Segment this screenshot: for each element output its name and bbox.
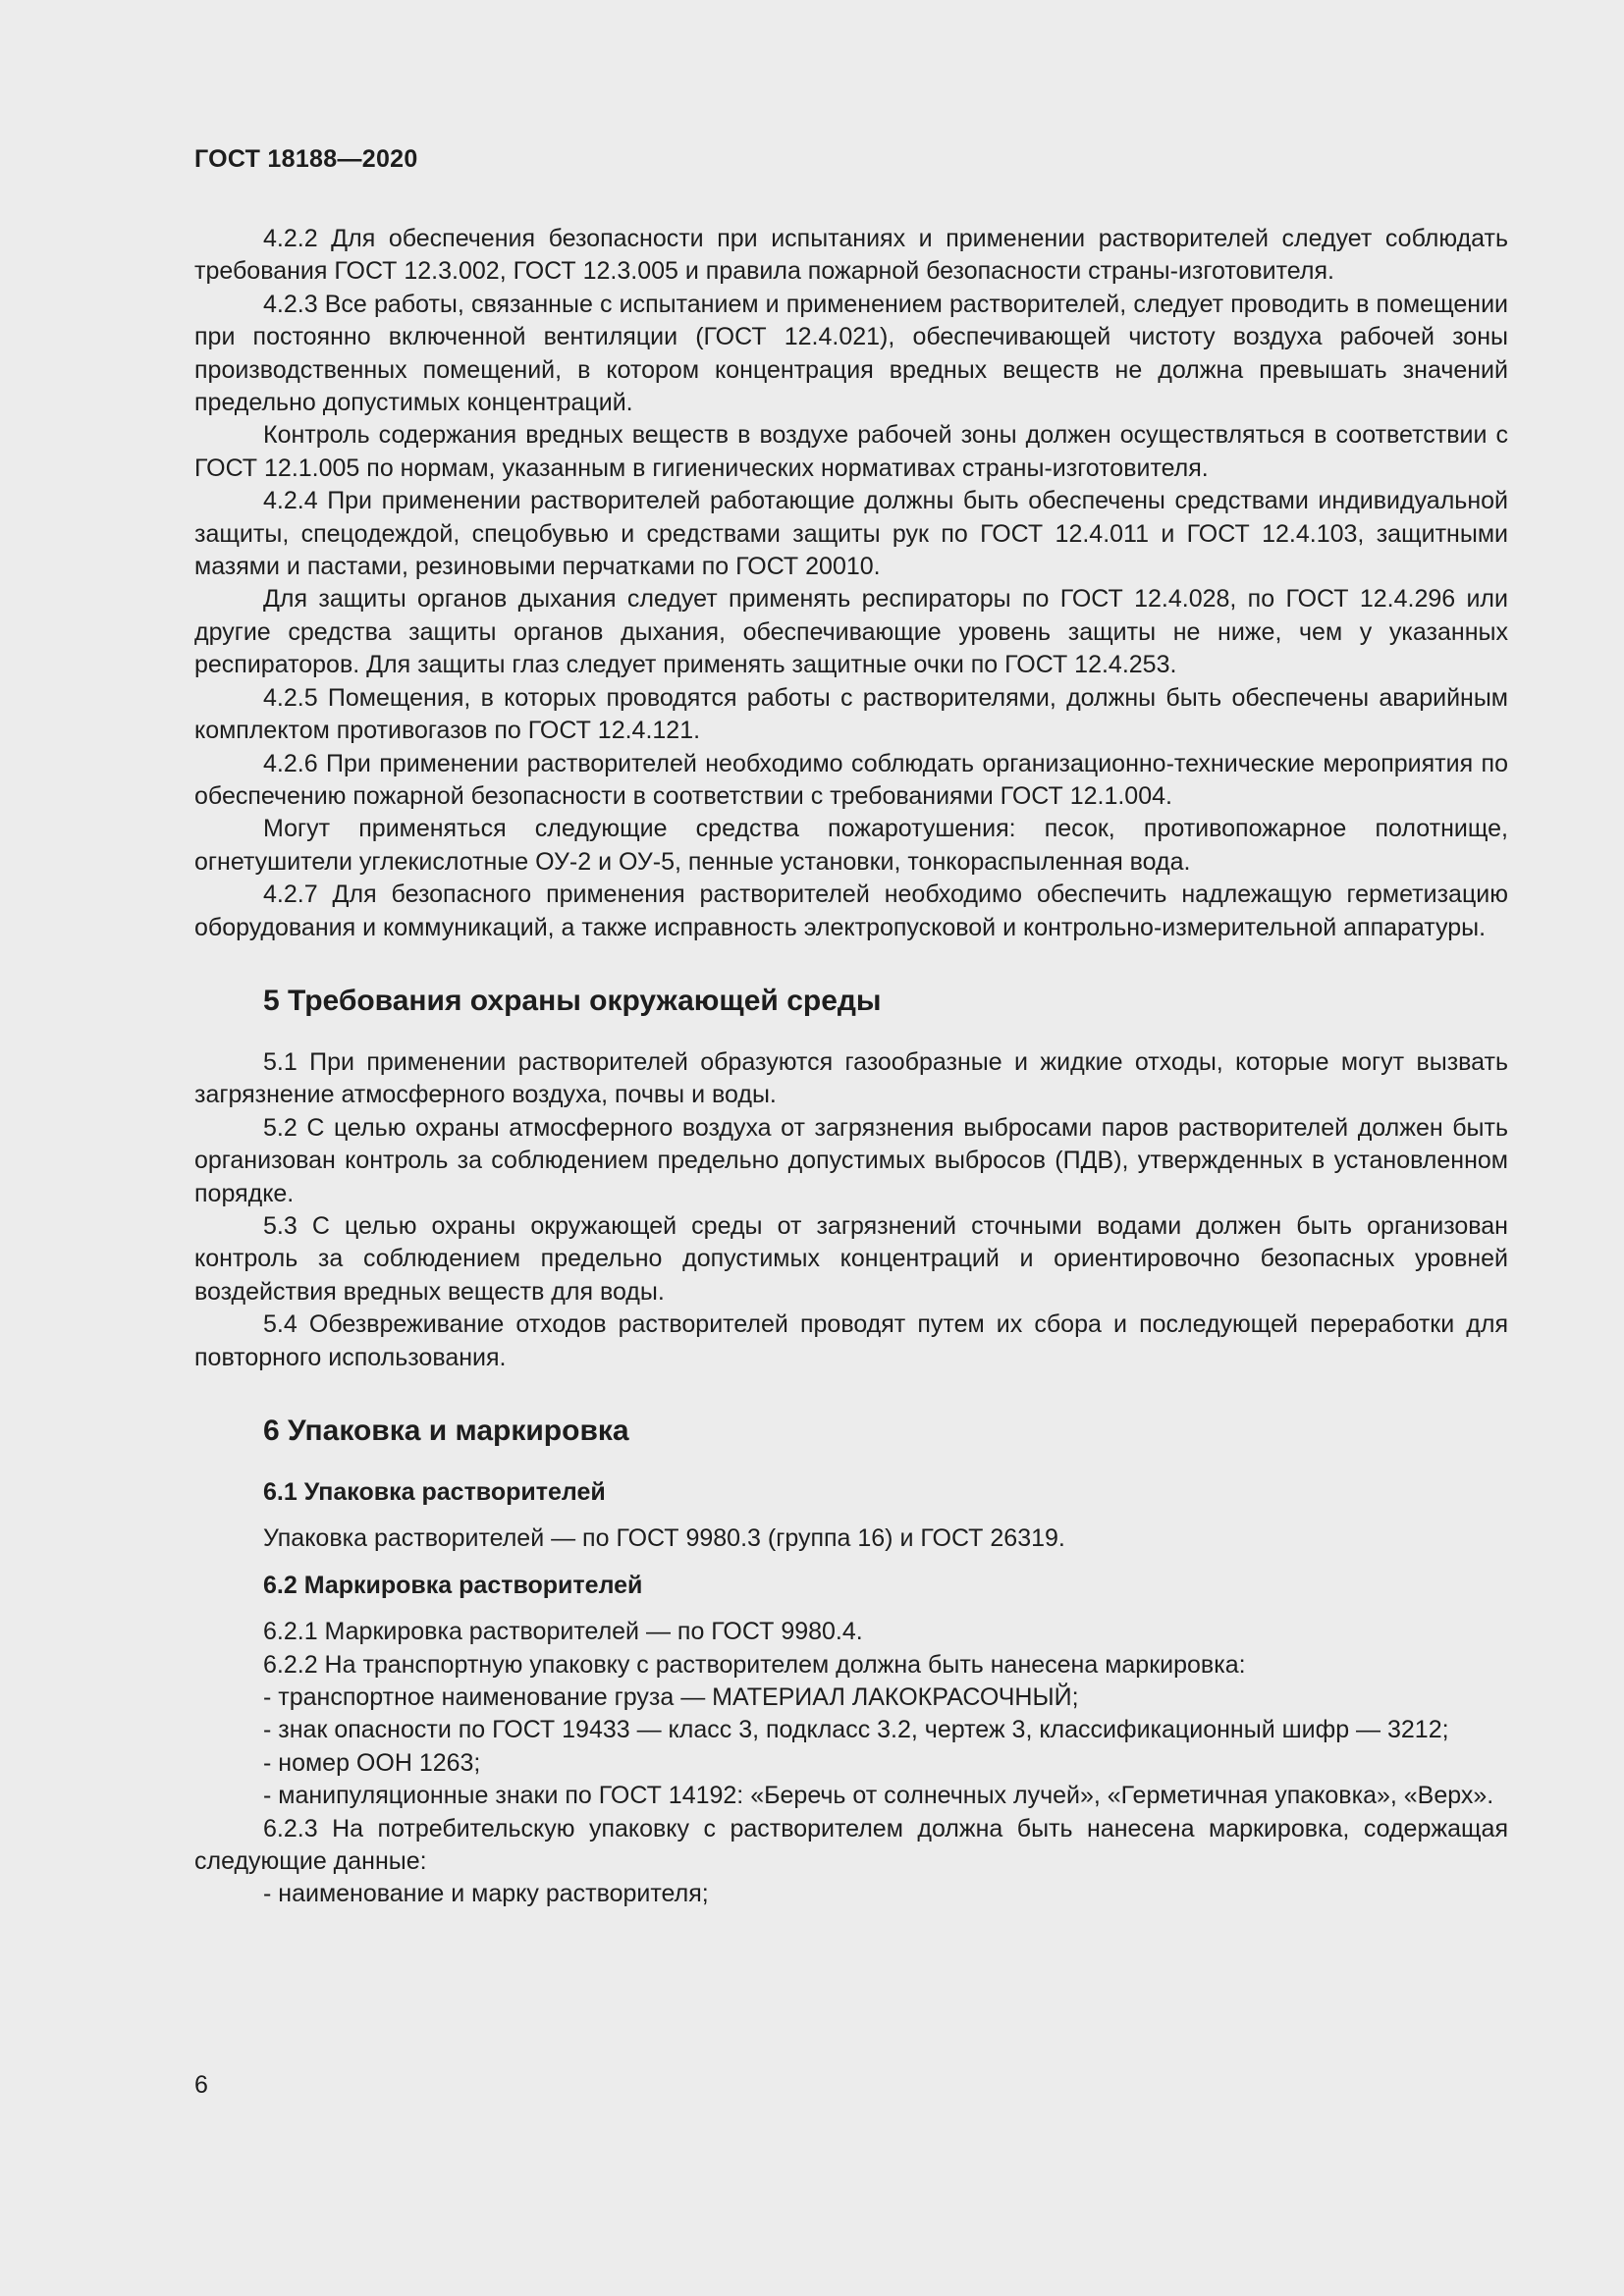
list-item-hazard-sign: - знак опасности по ГОСТ 19433 — класс 3, подкласс 3.2, чертеж 3, классификационный шифр — 3212; (263, 1716, 1449, 1744)
list-item-transport-name: - транспортное наименование груза — МАТЕРИАЛ ЛАКОКРАСОЧНЫЙ; (263, 1683, 1079, 1712)
paragraph-4-2-7: 4.2.7 Для безопасного применения растворителей необходимо обеспечить надлежащую герметизацию оборудования и коммуникаций, а также исправность электропусковой и контрольно-измерительной аппаратуры. (194, 881, 1508, 941)
list-item-handling-marks: - манипуляционные знаки по ГОСТ 14192: «Беречь от солнечных лучей», «Герметичная упаковка», «Верх». (263, 1782, 1494, 1810)
paragraph-fire-extinguishing: Могут применяться следующие средства пожаротушения: песок, противопожарное полотнище, огнетушители углекислотные ОУ-2 и ОУ-5, пенные установки, тонкораспыленная вода. (194, 815, 1508, 876)
section-5-heading: 5 Требования охраны окружающей среды (263, 984, 882, 1017)
section-6-heading: 6 Упаковка и маркировка (263, 1415, 629, 1447)
paragraph-4-2-2: 4.2.2 Для обеспечения безопасности при испытаниях и применении растворителей следует соблюдать требования ГОСТ 12.3.002, ГОСТ 12.3.005 и правила пожарной безопасности страны-изготовителя. (194, 225, 1508, 286)
page-number: 6 (194, 2071, 208, 2099)
paragraph-respiratory-protection: Для защиты органов дыхания следует применять респираторы по ГОСТ 12.4.028, по ГОСТ 12.4.296 или другие средства защиты органов дыхания, обеспечивающие уровень защиты не ниже, чем у указанных респираторов. Для защиты глаз следует применять защитные очки по ГОСТ 12.4.253. (194, 585, 1508, 679)
paragraph-4-2-5: 4.2.5 Помещения, в которых проводятся работы с растворителями, должны быть обеспечены аварийным комплектом противогазов по ГОСТ 12.4.121. (194, 683, 1508, 745)
list-item-solvent-name: - наименование и марку растворителя; (263, 1880, 709, 1908)
paragraph-5-2: 5.2 С целью охраны атмосферного воздуха от загрязнения выбросами паров растворителей должен быть организован контроль за соблюдением предельно допустимых выбросов (ПДВ), утвержденных в установленном порядке. (194, 1113, 1508, 1207)
document-code-header: ГОСТ 18188—2020 (194, 145, 418, 173)
paragraph-5-1: 5.1 При применении растворителей образуются газообразные и жидкие отходы, которые могут вызвать загрязнение атмосферного воздуха, почвы и воды. (194, 1047, 1508, 1109)
paragraph-4-2-3: 4.2.3 Все работы, связанные с испытанием и применением растворителей, следует проводить в помещении при постоянно включенной вентиляции (ГОСТ 12.4.021), обеспечивающей чистоту воздуха рабочей зоны производственных помещений, в котором концентрация вредных веществ не должна превышать значений предельно допустимых концентраций. (194, 290, 1508, 417)
paragraph-6-1-packaging: Упаковка растворителей — по ГОСТ 9980.3 (группа 16) и ГОСТ 26319. (263, 1524, 1065, 1553)
subsection-6-1-heading: 6.1 Упаковка растворителей (263, 1478, 606, 1506)
paragraph-4-2-4: 4.2.4 При применении растворителей работающие должны быть обеспечены средствами индивидуальной защиты, спецодеждой, спецобувью и средствами защиты рук по ГОСТ 12.4.011 и ГОСТ 12.4.103, защитными мазями и пастами, резиновыми перчатками по ГОСТ 20010. (194, 487, 1508, 581)
paragraph-5-4: 5.4 Обезвреживание отходов растворителей проводят путем их сбора и последующей переработки для повторного использования. (194, 1310, 1508, 1371)
paragraph-6-2-2: 6.2.2 На транспортную упаковку с растворителем должна быть нанесена маркировка: (263, 1650, 1246, 1679)
paragraph-4-2-6: 4.2.6 При применении растворителей необходимо соблюдать организационно-технические мероприятия по обеспечению пожарной безопасности в соответствии с требованиями ГОСТ 12.1.004. (194, 749, 1508, 810)
paragraph-control-harmful-substances: Контроль содержания вредных веществ в воздухе рабочей зоны должен осуществляться в соответствии с ГОСТ 12.1.005 по нормам, указанным в гигиенических нормативах страны-изготовителя. (194, 421, 1508, 482)
paragraph-6-2-3: 6.2.3 На потребительскую упаковку с растворителем должна быть нанесена маркировка, содержащая следующие данные: (194, 1814, 1508, 1876)
paragraph-5-3: 5.3 С целью охраны окружающей среды от загрязнений сточными водами должен быть организован контроль за соблюдением предельно допустимых концентраций и ориентировочно безопасных уровней воздействия вредных веществ для воды. (194, 1211, 1508, 1306)
list-item-un-number: - номер ООН 1263; (263, 1748, 481, 1777)
document-body (194, 223, 1508, 1911)
paragraph-6-2-1: 6.2.1 Маркировка растворителей — по ГОСТ 9980.4. (263, 1618, 863, 1646)
subsection-6-2-heading: 6.2 Маркировка растворителей (263, 1571, 643, 1599)
